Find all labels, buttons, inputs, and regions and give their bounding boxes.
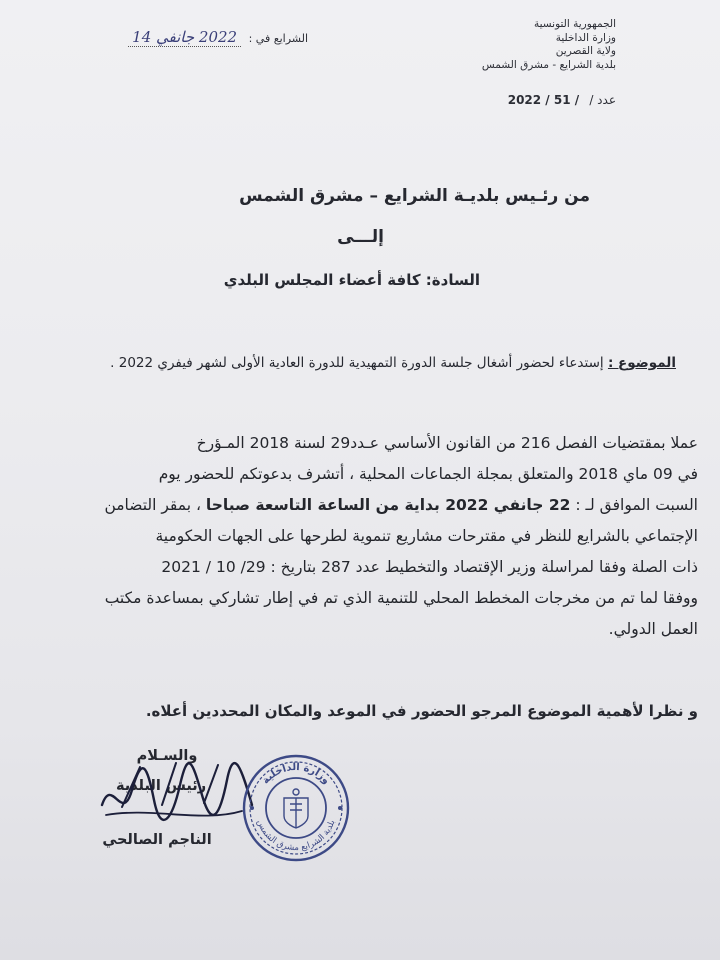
- stamp-top-text: وزارة الداخلية: [260, 761, 332, 787]
- date-label: الشرايع في :: [248, 32, 308, 45]
- closing-sentence: و نظرا لأهمية الموضوع المرجو الحضور في الموعد والمكان المحددين أعلاه.: [145, 702, 698, 720]
- reference-value: 2022 / 51 /: [507, 93, 580, 107]
- handwritten-signature: [92, 745, 262, 835]
- meeting-datetime: 22 جانفي 2022 بداية من الساعة التاسعة صباحا: [205, 496, 571, 514]
- addressee-line: السادة: كافة أعضاء المجلس البلدي: [223, 271, 480, 289]
- salutation: والسـلام: [136, 748, 198, 764]
- header-line: ولاية القصرين: [555, 45, 616, 57]
- body-text-segment: السبت الموافق لـ :: [570, 496, 698, 514]
- header-line: بلدية الشرايع - مشرق الشمس: [481, 58, 616, 71]
- stamp-bottom-text: بلدية الشرايع مشرق الشمس: [254, 818, 338, 854]
- subject-text: إستدعاء لحضور أشغال جلسة الدورة التمهيدية للدورة العادية الأولى لشهر فيفري 2022 .: [110, 355, 604, 371]
- body-line: ذات الصلة وفقا لمراسلة وزير الإقتصاد والتخطيط عدد 287 بتاريخ : 29/ 10 / 2021: [161, 558, 698, 576]
- date-handwritten: 2022 جانفي 14: [128, 28, 241, 47]
- body-text-segment: ، بمقر التضامن: [104, 496, 206, 514]
- issuer-header: [416, 18, 616, 72]
- body-line: عملا بمقتضيات الفصل 216 من القانون الأساسي عـدد29 لسنة 2018 المـؤرخ: [196, 434, 698, 452]
- signatory-name: الناجم الصالحي: [102, 832, 212, 848]
- subject-label: الموضوع :: [607, 355, 676, 371]
- body-line: [22, 490, 698, 521]
- letter-body: [22, 428, 698, 645]
- signatory-title: رئيس البلدية: [115, 778, 207, 794]
- header-line: وزارة الداخلية: [555, 31, 616, 44]
- body-line: في 09 ماي 2018 والمتعلق بمجلة الجماعات المحلية ، أتشرف بدعوتكم للحضور يوم: [158, 465, 698, 483]
- reference-label: عدد /: [589, 93, 616, 107]
- official-stamp: [240, 752, 352, 864]
- sender-title: من رئـيس بلديـة الشرايع – مشرق الشمس: [239, 186, 590, 206]
- svg-text:وزارة الداخلية: [260, 762, 332, 786]
- header-line: الجمهورية التونسية: [534, 18, 616, 30]
- emblem-icon: [284, 789, 308, 828]
- to-label: إلـــى: [337, 227, 384, 247]
- body-line: ووفقا لما تم من مخرجات المخطط المحلي للتنمية الذي تم في إطار تشاركي بمساعدة مكتب: [104, 589, 698, 607]
- reference-number: [508, 94, 616, 108]
- date-line: [98, 28, 308, 47]
- body-line: العمل الدولي.: [608, 620, 698, 638]
- subject-line: [36, 354, 676, 372]
- body-line: الإجتماعي بالشرايع للنظر في مقترحات مشاريع تنموية لطرحها على الجهات الحكومية: [155, 527, 698, 545]
